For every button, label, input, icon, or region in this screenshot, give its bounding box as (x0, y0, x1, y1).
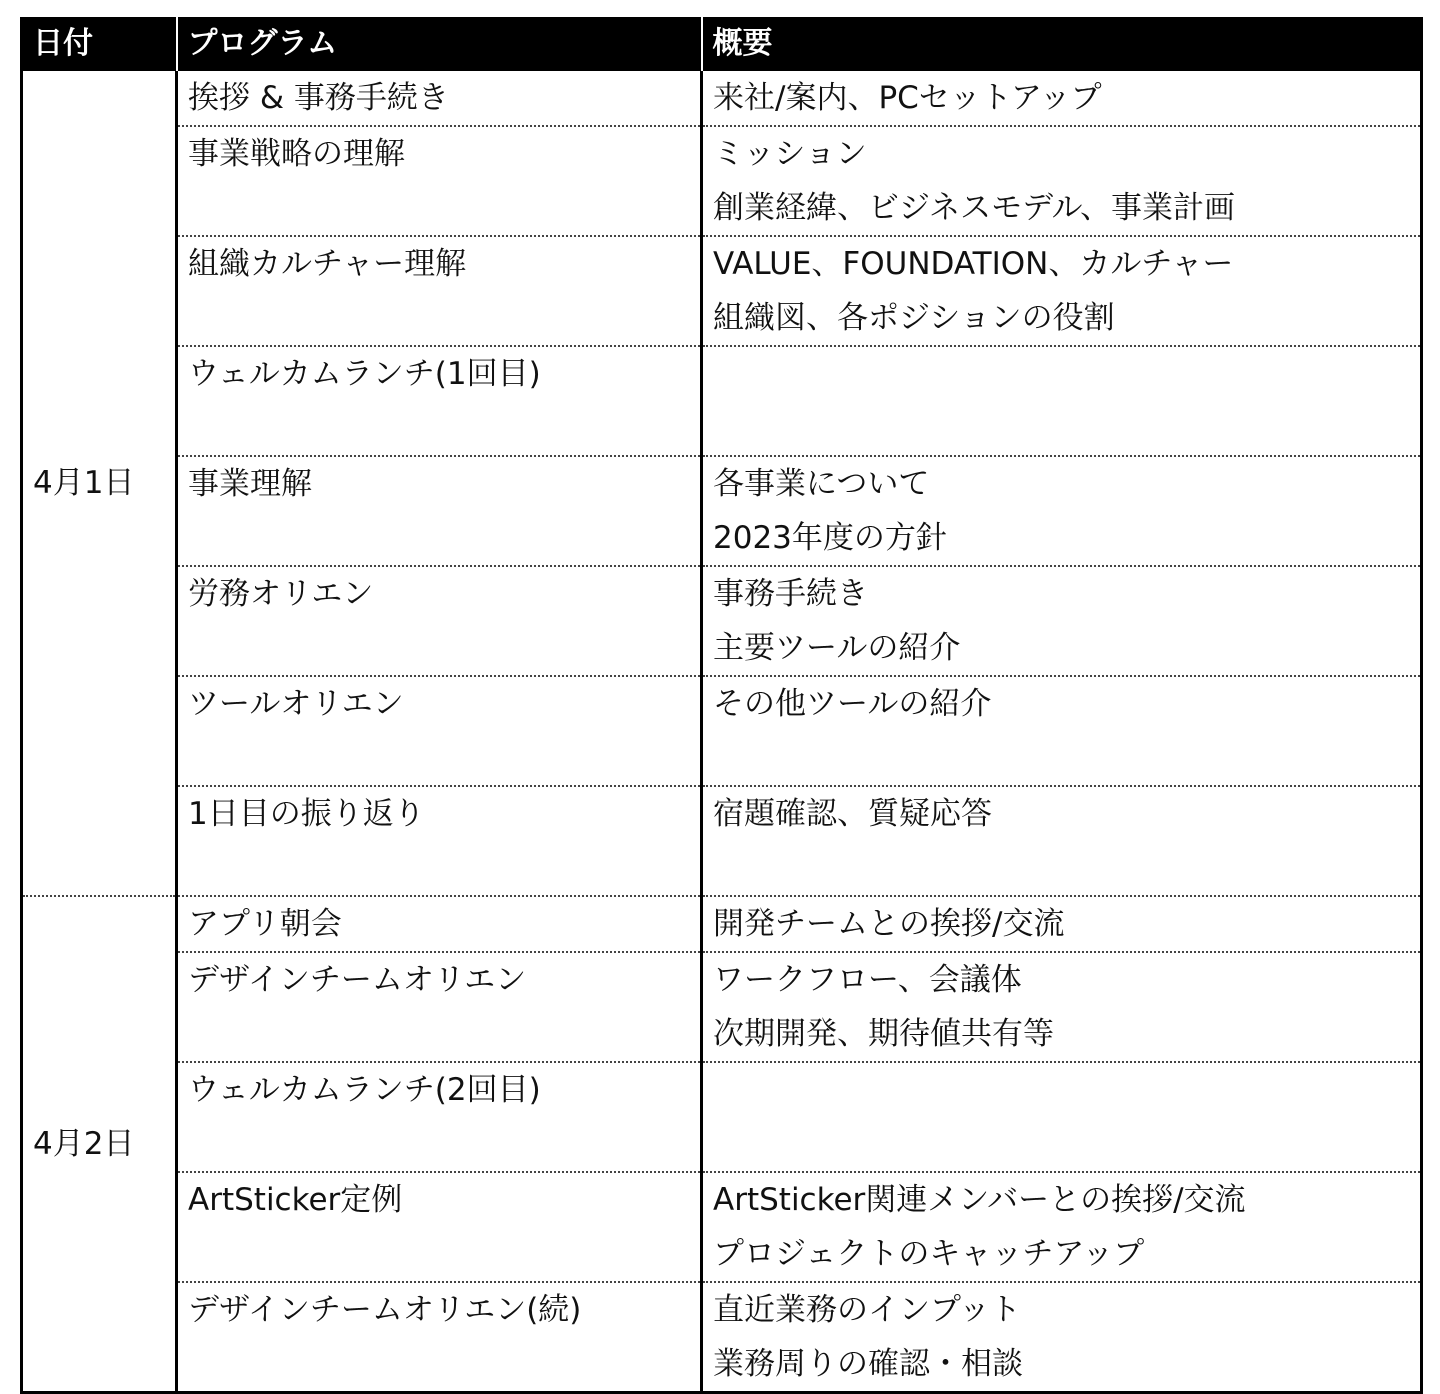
summary-line: 各事業について (713, 466, 930, 502)
summary-line (713, 347, 1410, 401)
summary-line: 事務手続き (713, 576, 868, 612)
summary-cell (702, 786, 1422, 896)
summary-line: ワークフロー、会議体 (713, 962, 1022, 998)
date-cell-day2: 4月2日 (22, 896, 177, 1393)
day-group-2 (22, 896, 1422, 1393)
table-row (22, 456, 1422, 566)
header-program: プログラム (177, 17, 702, 71)
summary-cell (702, 456, 1422, 566)
summary-cell (702, 896, 1422, 952)
program-cell: ツールオリエン (177, 676, 702, 786)
summary-line: 宿題確認、質疑応答 (713, 796, 992, 832)
summary-line: その他ツールの紹介 (713, 686, 992, 722)
table-header (22, 17, 1422, 71)
summary-line: 次期開発、期待値共有等 (713, 1016, 1054, 1052)
table-row (22, 346, 1422, 456)
summary-cell (702, 952, 1422, 1062)
table-row (22, 676, 1422, 786)
table-row (22, 566, 1422, 676)
summary-line: 組織図、各ポジションの役割 (713, 300, 1115, 336)
summary-line: 直近業務のインプット (713, 1292, 1021, 1328)
header-summary: 概要 (702, 17, 1422, 71)
program-cell: ArtSticker定例 (177, 1172, 702, 1282)
table-row (22, 786, 1422, 896)
summary-cell (702, 1062, 1422, 1172)
table-row (22, 126, 1422, 236)
program-cell: デザインチームオリエン(続) (177, 1282, 702, 1393)
program-cell: デザインチームオリエン (177, 952, 702, 1062)
day-group-1 (22, 71, 1422, 896)
summary-cell (702, 126, 1422, 236)
table-row (22, 1172, 1422, 1282)
summary-line (713, 401, 1410, 455)
summary-line: 開発チームとの挨拶/交流 (713, 906, 1065, 942)
schedule-table (20, 17, 1423, 1394)
summary-line: 来社/案内、PCセットアップ (713, 80, 1102, 116)
summary-cell (702, 676, 1422, 786)
summary-cell (702, 1282, 1422, 1393)
program-cell: 事業戦略の理解 (177, 126, 702, 236)
summary-cell (702, 236, 1422, 346)
table-row (22, 71, 1422, 126)
summary-line: 創業経緯、ビジネスモデル、事業計画 (713, 190, 1236, 226)
table-row (22, 1062, 1422, 1172)
summary-line: 主要ツールの紹介 (713, 630, 961, 666)
table-row (22, 236, 1422, 346)
summary-line: ミッション (713, 136, 867, 172)
table-row (22, 1282, 1422, 1393)
summary-line: ArtSticker関連メンバーとの挨拶/交流 (713, 1182, 1246, 1218)
summary-cell (702, 71, 1422, 126)
header-date: 日付 (22, 17, 177, 71)
table-row (22, 952, 1422, 1062)
program-cell: 組織カルチャー理解 (177, 236, 702, 346)
table-row (22, 896, 1422, 952)
summary-line (713, 1117, 1410, 1171)
summary-cell (702, 566, 1422, 676)
program-cell: 労務オリエン (177, 566, 702, 676)
program-cell: 挨拶 & 事務手続き (177, 71, 702, 126)
summary-line: 2023年度の方針 (713, 520, 947, 556)
summary-line: 業務周りの確認・相談 (713, 1346, 1023, 1382)
program-cell: ウェルカムランチ(2回目) (177, 1062, 702, 1172)
program-cell: 事業理解 (177, 456, 702, 566)
program-cell: ウェルカムランチ(1回目) (177, 346, 702, 456)
summary-cell (702, 1172, 1422, 1282)
summary-line (713, 1063, 1410, 1117)
summary-line: プロジェクトのキャッチアップ (713, 1236, 1145, 1272)
summary-line (713, 841, 1410, 895)
summary-line: VALUE、FOUNDATION、カルチャー (713, 246, 1234, 282)
summary-line (713, 731, 1410, 785)
header-row (22, 17, 1422, 71)
date-cell-day1: 4月1日 (22, 71, 177, 896)
program-cell: アプリ朝会 (177, 896, 702, 952)
summary-cell (702, 346, 1422, 456)
program-cell: 1日目の振り返り (177, 786, 702, 896)
